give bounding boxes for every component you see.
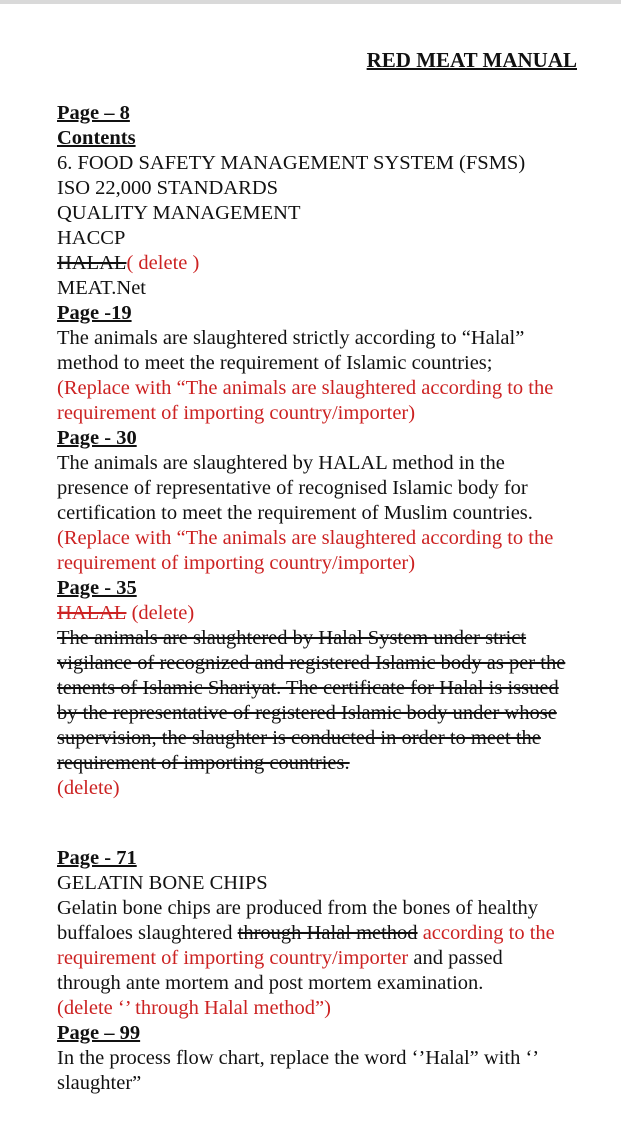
struck-paragraph-line: by the representative of registered Islamic body under whose	[57, 702, 557, 724]
heading-contents: Contents	[57, 127, 136, 149]
top-edge-bar	[0, 0, 621, 4]
struck-paragraph-line: The animals are slaughtered by Halal System under strict	[57, 627, 527, 649]
halal-delete-line	[57, 601, 577, 626]
heading-page30: Page - 30	[57, 427, 137, 449]
body-text-line: In the process flow chart, replace the word ‘’Halal” with ‘’	[57, 1047, 540, 1069]
document-title: RED MEAT MANUAL	[366, 48, 577, 72]
body-text-line: The animals are slaughtered strictly according to “Halal”	[57, 327, 525, 349]
replace-annotation-line: requirement of importing country/importer)	[57, 402, 416, 424]
section-page99	[57, 1021, 577, 1096]
body-mixed-line	[57, 946, 577, 971]
struck-halal-text: HALAL	[57, 252, 127, 274]
inserted-red-phrase: requirement of importing country/importer	[57, 947, 409, 969]
struck-halal-text-red: HALAL	[57, 602, 127, 624]
toc-item-halal-deleted	[57, 251, 577, 276]
toc-item-quality: QUALITY MANAGEMENT	[57, 202, 301, 224]
heading-page19: Page -19	[57, 302, 132, 324]
heading-page71: Page - 71	[57, 847, 137, 869]
body-text-line: The animals are slaughtered by HALAL method in the	[57, 452, 505, 474]
body-mixed-line	[57, 921, 577, 946]
body-text-line: through ante mortem and post mortem examination.	[57, 972, 484, 994]
inserted-red-phrase: according to the	[417, 922, 555, 944]
section-page71	[57, 846, 577, 1021]
replace-annotation-line: (Replace with “The animals are slaughtered according to the	[57, 377, 554, 399]
body-text-line: Gelatin bone chips are produced from the bones of healthy	[57, 897, 539, 919]
replace-annotation-line: requirement of importing country/importer)	[57, 552, 416, 574]
struck-paragraph-line: requirement of importing countries.	[57, 752, 350, 774]
struck-paragraph-line: tenents of Islamic Shariyat. The certificate for Halal is issued	[57, 677, 559, 699]
delete-annotation: (delete)	[131, 602, 195, 624]
heading-page8: Page – 8	[57, 102, 130, 124]
delete-annotation: ( delete )	[126, 252, 200, 274]
body-text-line: slaughter”	[57, 1072, 142, 1094]
heading-page35: Page - 35	[57, 577, 137, 599]
section-page19	[57, 301, 577, 426]
body-text-line: certification to meet the requirement of Muslim countries.	[57, 502, 533, 524]
struck-phrase: through Halal method	[237, 922, 418, 944]
subheading-gelatin: GELATIN BONE CHIPS	[57, 872, 268, 894]
section-page30	[57, 426, 577, 576]
delete-annotation: (delete ‘’ through Halal method”)	[57, 997, 331, 1019]
toc-item-iso: ISO 22,000 STANDARDS	[57, 177, 279, 199]
body-run: and passed	[408, 947, 503, 969]
toc-item-haccp: HACCP	[57, 227, 126, 249]
struck-paragraph-line: supervision, the slaughter is conducted in order to meet the	[57, 727, 541, 749]
section-page35	[57, 576, 577, 801]
body-run: buffaloes slaughtered	[57, 922, 238, 944]
delete-annotation: (delete)	[57, 777, 120, 799]
heading-page99: Page – 99	[57, 1022, 141, 1044]
toc-item-fsms: 6. FOOD SAFETY MANAGEMENT SYSTEM (FSMS)	[57, 152, 526, 174]
section-page8	[57, 101, 577, 301]
toc-item-meatnet: MEAT.Net	[57, 277, 147, 299]
body-text-line: method to meet the requirement of Islamic countries;	[57, 352, 493, 374]
body-text-line: presence of representative of recognised Islamic body for	[57, 477, 528, 499]
replace-annotation-line: (Replace with “The animals are slaughtered according to the	[57, 527, 554, 549]
struck-paragraph-line: vigilance of recognized and registered Islamic body as per the	[57, 652, 566, 674]
